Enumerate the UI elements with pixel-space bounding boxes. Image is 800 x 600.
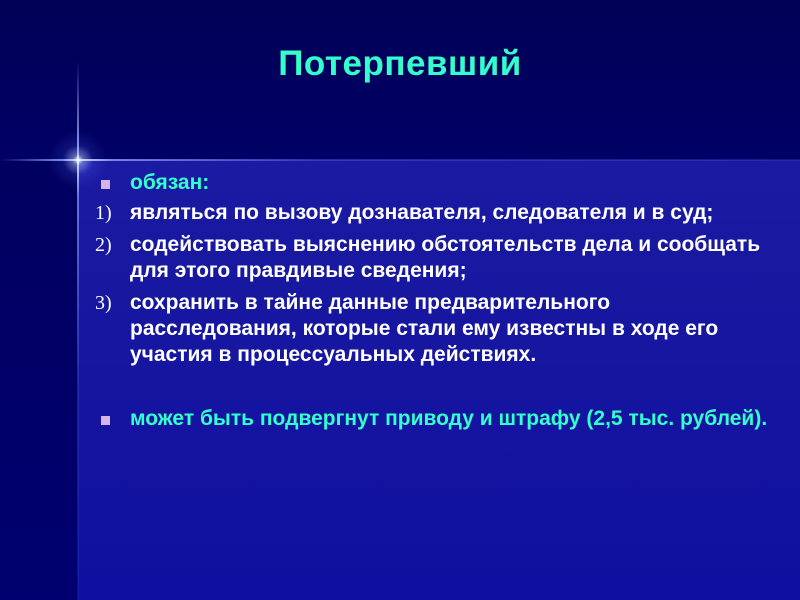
bullet-text: может быть подвергнут приводу и штрафу (2,5 тыс. рублей). [130, 407, 768, 430]
bullet-item-penalty [95, 406, 775, 432]
light-flare-horizontal [0, 159, 800, 161]
item-number: 2) [95, 234, 112, 256]
item-number: 3) [95, 292, 112, 314]
bullet-text: обязан: [130, 171, 210, 194]
numbered-item [95, 200, 775, 226]
item-number: 1) [95, 202, 112, 224]
slide-body [95, 170, 775, 432]
item-text: содействовать выяснению обстоятельств дела и сообщать для этого правдивые сведения; [130, 233, 761, 282]
bullet-item-obligations [95, 170, 775, 196]
square-bullet-icon [101, 180, 110, 189]
item-text: сохранить в тайне данные предварительного расследования, которые стали ему известны в ходе его участия в процессуальных действиях. [130, 291, 719, 366]
slide-title: Потерпевший [278, 44, 522, 83]
numbered-item [95, 290, 775, 368]
square-bullet-icon [101, 416, 110, 425]
bullet-marker [95, 406, 129, 432]
slide-left-margin [0, 160, 78, 600]
bullet-marker [95, 170, 129, 196]
item-text: являться по вызову дознавателя, следователя и в суд; [130, 201, 714, 224]
numbered-item [95, 232, 775, 284]
